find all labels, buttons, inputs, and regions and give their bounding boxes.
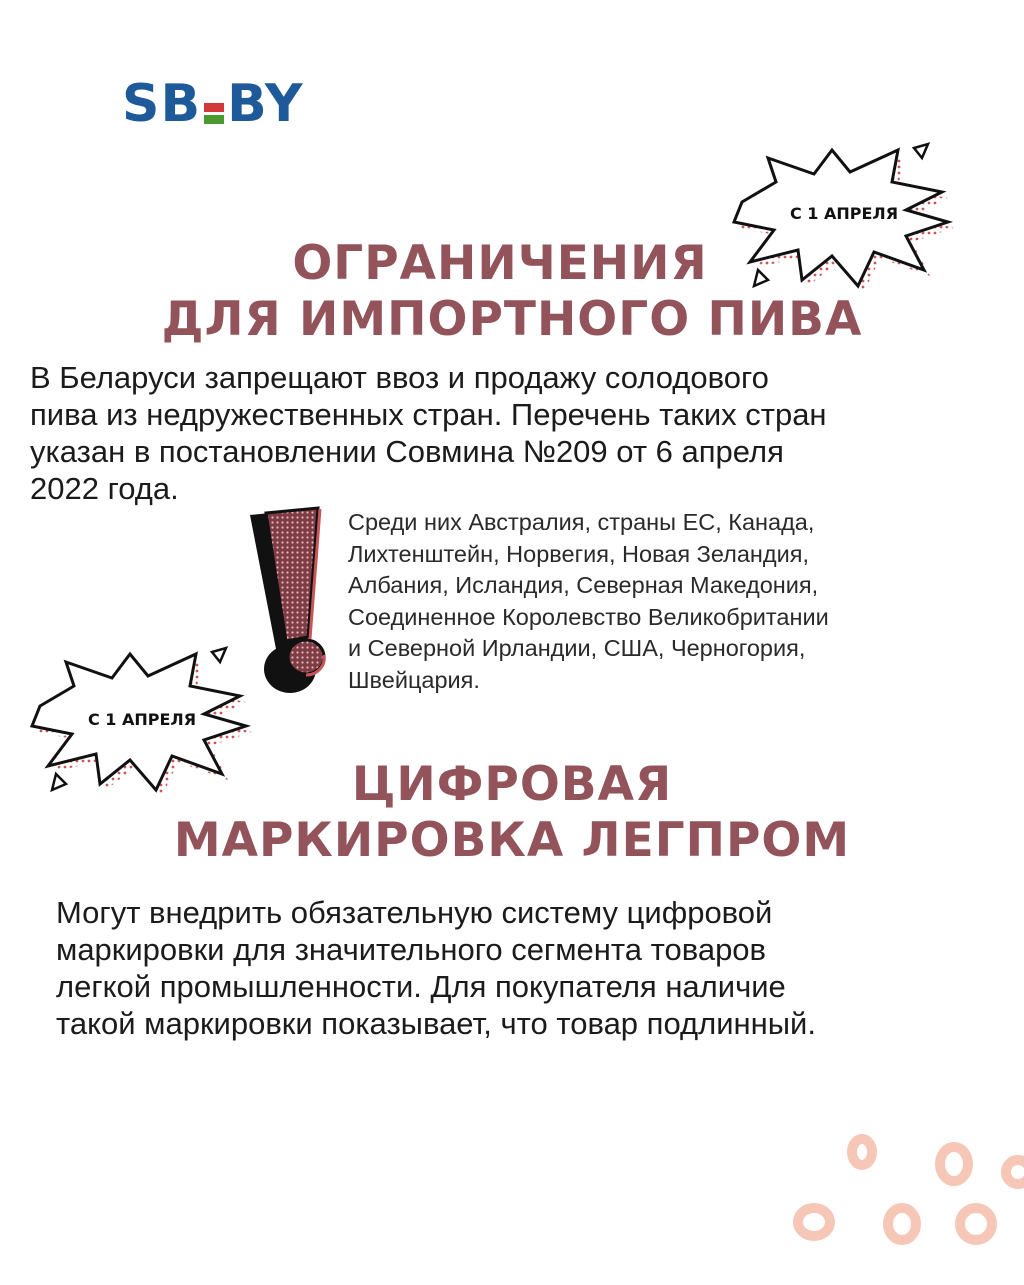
countries-note <box>348 507 1008 696</box>
title-line: МАРКИРОВКА ЛЕГПРОМ <box>173 813 851 868</box>
logo-right: BY <box>227 74 304 134</box>
note-line: Среди них Австралия, страны ЕС, Канада, <box>348 509 815 535</box>
badge-label: С 1 АПРЕЛЯ <box>789 204 899 223</box>
title-line: ОГРАНИЧЕНИЯ <box>292 236 708 291</box>
body-line: такой маркировки показывает, что товар подлинный. <box>56 1006 816 1041</box>
title-line: ЦИФРОВАЯ <box>351 757 673 812</box>
body-line: пива из недружественных стран. Перечень таких стран <box>30 397 827 432</box>
note-line: Албания, Исландия, Северная Македония, <box>348 572 819 598</box>
note-line: Соединенное Королевство Великобритании <box>348 603 829 630</box>
body-line: Могут внедрить обязательную систему цифровой <box>56 895 773 930</box>
logo-left: SB <box>122 74 202 134</box>
section2-title <box>0 757 1024 869</box>
body-line: легкой промышленности. Для покупателя наличие <box>56 969 786 1004</box>
decorative-rings <box>770 1130 1024 1285</box>
sbby-logo[interactable] <box>122 76 304 132</box>
section2-body <box>56 894 816 1042</box>
section1-body <box>30 359 827 507</box>
title-line: ДЛЯ ИМПОРТНОГО ПИВА <box>161 292 863 347</box>
body-line: указан в постановлении Совмина №209 от 6 апреля <box>30 434 784 469</box>
body-line: В Беларуси запрещают ввоз и продажу солодового <box>30 360 769 395</box>
flag-icon <box>204 84 224 124</box>
body-line: 2022 года. <box>30 471 179 506</box>
note-line: и Северной Ирландии, США, Черногория, <box>348 635 806 661</box>
note-line: Швейцария. <box>348 666 480 693</box>
section1-title <box>0 236 1024 348</box>
note-line: Лихтенштейн, Норвегия, Новая Зеландия, <box>348 540 809 567</box>
body-line: маркировки для значительного сегмента товаров <box>56 932 767 967</box>
badge-label: С 1 АПРЕЛЯ <box>87 710 197 729</box>
